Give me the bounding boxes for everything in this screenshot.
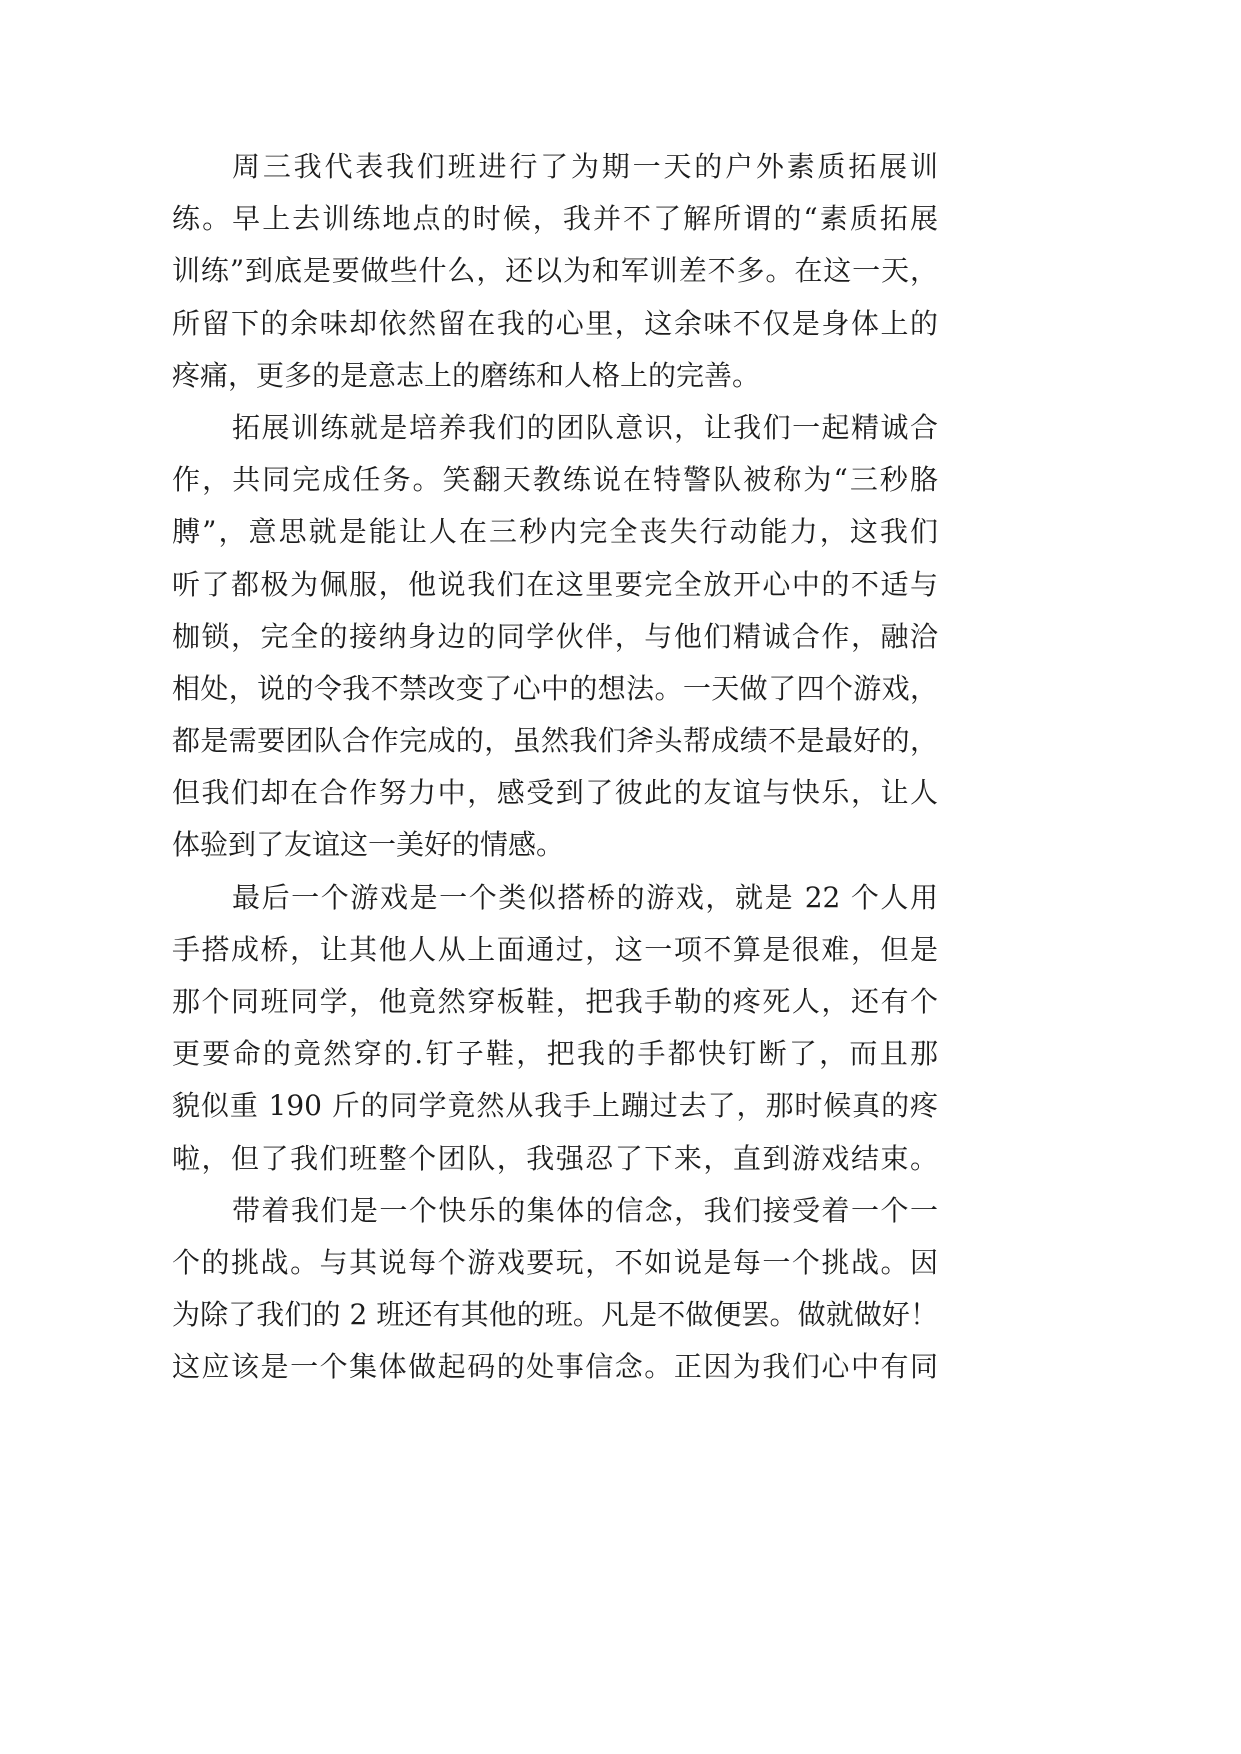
text-line: 都是需要团队合作完成的，虽然我们斧头帮成绩不是最好的， <box>172 724 938 758</box>
text-line: 个的挑战。与其说每个游戏要玩，不如说是每一个挑战。因 <box>172 1245 938 1279</box>
text-line: 这应该是一个集体做起码的处事信念。正因为我们心中有同 <box>172 1350 938 1384</box>
text-line: 手搭成桥，让其他人从上面通过，这一项不算是很难，但是 <box>172 932 938 966</box>
text-line: 带着我们是一个快乐的集体的信念，我们接受着一个一 <box>232 1193 938 1227</box>
paragraph-2 <box>172 402 938 872</box>
document-body <box>172 141 938 1394</box>
text-line: 貌似重 190 斤的同学竟然从我手上蹦过去了，那时候真的疼 <box>172 1089 938 1123</box>
text-line: 最后一个游戏是一个类似搭桥的游戏，就是 22 个人用 <box>232 880 938 914</box>
text-line: 训练”到底是要做些什么，还以为和军训差不多。在这一天， <box>172 254 938 288</box>
text-line: 练。早上去训练地点的时候，我并不了解所谓的“素质拓展 <box>172 202 938 236</box>
text-line: 疼痛，更多的是意志上的磨练和人格上的完善。 <box>172 358 761 392</box>
text-line: 啦，但了我们班整个团队，我强忍了下来，直到游戏结束。 <box>172 1141 938 1175</box>
text-line: 拓展训练就是培养我们的团队意识，让我们一起精诚合 <box>232 410 938 444</box>
text-line: 听了都极为佩服，他说我们在这里要完全放开心中的不适与 <box>172 567 938 601</box>
text-line: 那个同班同学，他竟然穿板鞋，把我手勒的疼死人，还有个 <box>172 985 938 1018</box>
paragraph-1 <box>172 141 938 402</box>
text-line: 膊”，意思就是能让人在三秒内完全丧失行动能力，这我们 <box>172 515 938 549</box>
text-line: 但我们却在合作努力中，感受到了彼此的友谊与快乐，让人 <box>172 776 938 810</box>
text-line: 作，共同完成任务。笑翻天教练说在特警队被称为“三秒胳 <box>172 463 938 497</box>
text-line: 周三我代表我们班进行了为期一天的户外素质拓展训 <box>232 150 938 183</box>
text-line: 枷锁，完全的接纳身边的同学伙伴，与他们精诚合作，融洽 <box>172 619 938 653</box>
paragraph-3 <box>172 872 938 1185</box>
text-line: 相处，说的令我不禁改变了心中的想法。一天做了四个游戏， <box>172 671 938 705</box>
paragraph-4 <box>172 1185 938 1394</box>
text-line: 所留下的余味却依然留在我的心里，这余味不仅是身体上的 <box>172 306 938 340</box>
text-line: 更要命的竟然穿的.钉子鞋，把我的手都快钉断了，而且那 <box>172 1037 938 1071</box>
text-line: 体验到了友谊这一美好的情感。 <box>172 828 565 862</box>
text-line: 为除了我们的 2 班还有其他的班。凡是不做便罢。做就做好！ <box>172 1298 938 1332</box>
